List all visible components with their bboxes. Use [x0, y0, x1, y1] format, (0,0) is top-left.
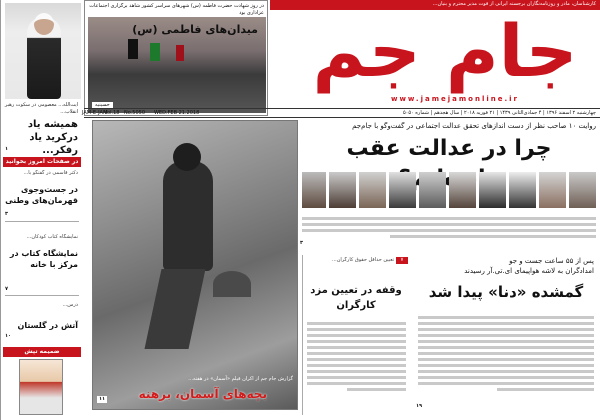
lamp	[213, 271, 251, 297]
photo-caption-small: گزارش جام جم از اکران فیلم «آسمان» در هفته...	[188, 376, 293, 382]
left-column	[0, 0, 82, 420]
flag-black	[128, 39, 138, 59]
photo-page-number: ۱۱	[99, 396, 106, 402]
figure-legs	[144, 269, 205, 349]
photo-caption-headline: بچه‌های آسمان، برهنه	[138, 387, 267, 401]
paper-name-en: JAM-E-JAM	[82, 110, 108, 116]
list-item-title: آتش در گلستان	[17, 321, 78, 330]
list-item-page: ۳	[5, 211, 9, 217]
supplement-cover	[19, 359, 63, 415]
list-item-page: ۱۰	[5, 333, 12, 339]
quote-headline: همیشه یاد درکرید یاد رفکر...	[27, 119, 78, 156]
wages-label: ۷	[396, 257, 408, 264]
date-line: چهارشنبه ۲ اسفند ۱۳۹۶ | ۴ جمادی‌الثانی ۱۴۳۹ | ۲۱ فوریه ۲۰۱۸ | سال هجدهم | شماره ۵۰۵۰	[402, 110, 596, 116]
figure-head	[173, 143, 201, 171]
portrait-6	[419, 172, 446, 208]
dena-headline: گمشده «دنا» پیدا شد	[428, 283, 584, 301]
portrait-9	[329, 172, 356, 208]
figure-body	[163, 161, 213, 271]
volume: Vol.18	[104, 110, 120, 116]
divider	[5, 221, 79, 222]
page-number: ۱	[5, 146, 9, 152]
wages-text	[307, 319, 406, 394]
portrait-1	[569, 172, 596, 208]
wages-kicker: تعیین حداقل حقوق کارگران...	[331, 257, 394, 263]
feature-photo	[92, 120, 298, 410]
top-photo-title: میدان‌های فاطمی (س)	[132, 23, 258, 36]
main-kicker: روایت ۱۰ صاحب نظر از دست اندازهای تحقق عدالت اجتماعی در گفت‌وگو با جام‌جم	[352, 122, 596, 130]
flag-green	[150, 43, 160, 61]
section-title: در صفحات امروز بخوانید	[3, 157, 81, 167]
list-item-title: در جست‌وجوی قهرمان‌های وطنی	[5, 185, 78, 205]
wages-headline: وقفه در تعیین مزد کارگران	[310, 285, 402, 311]
portrait-photo	[5, 3, 81, 99]
portrait-3	[509, 172, 536, 208]
list-item-kicker: دکتر قاسمی در گفتگو با...	[23, 170, 78, 176]
portrait-8	[359, 172, 386, 208]
main-story-text	[302, 214, 596, 241]
flag-red	[176, 45, 184, 61]
main-story	[300, 120, 598, 252]
dena-deck: امدادگران به لاشه هواپیمای ای.تی.آر رسیدند	[464, 267, 594, 275]
portrait-5	[449, 172, 476, 208]
dena-kicker: پس از ۵۵ ساعت جست و جو	[509, 257, 594, 265]
masthead	[270, 0, 600, 118]
top-photo-badge: حسینیه	[92, 102, 113, 109]
portrait-7	[389, 172, 416, 208]
main-page-number: ۳	[300, 240, 304, 246]
supplement-bar: ضمیمه تپش	[3, 347, 81, 357]
main-headline: چرا در عدالت عقب	[346, 136, 552, 161]
website: www.jamejamonline.ir	[390, 95, 520, 103]
divider	[5, 295, 79, 296]
portrait-head	[34, 13, 54, 35]
portrait-4	[479, 172, 506, 208]
list-item-kicker: نمایشگاه کتاب کودکان...	[26, 234, 78, 240]
english-date: WED.FEB 21.2018	[154, 110, 200, 116]
logo: جام جم	[312, 9, 578, 93]
dena-page-number: ۱۹	[416, 403, 423, 409]
wages-story	[302, 255, 410, 415]
issue-number: No.5050	[124, 110, 146, 116]
list-item-kicker: درس...	[62, 302, 78, 308]
masthead-info-bar: کارشناسان، مادر و روزنامه‌نگاران برجسته ایرانی از فوت مدیر محترم و بنیان...	[270, 0, 600, 10]
dena-story	[414, 255, 598, 415]
list-item-title: نمایشگاه کتاب در مرکز با خانه	[9, 249, 78, 269]
crowd-photo	[88, 17, 266, 113]
quote-caption: آیت‌الله... معصومی در سکوت رهبر انقلاب...	[4, 102, 78, 115]
date-line-bar	[84, 108, 600, 118]
list-item-page: ۷	[5, 286, 9, 292]
top-photo-box	[84, 0, 268, 116]
dena-text	[418, 313, 594, 394]
portrait-10	[302, 172, 326, 208]
top-photo-caption: در روز شهادت حضرت فاطمه (س) شهرهای سراسر کشور شاهد برگزاری اجتماعات عزاداری بود	[89, 3, 264, 16]
portrait-2	[539, 172, 566, 208]
expert-portraits	[302, 172, 596, 252]
